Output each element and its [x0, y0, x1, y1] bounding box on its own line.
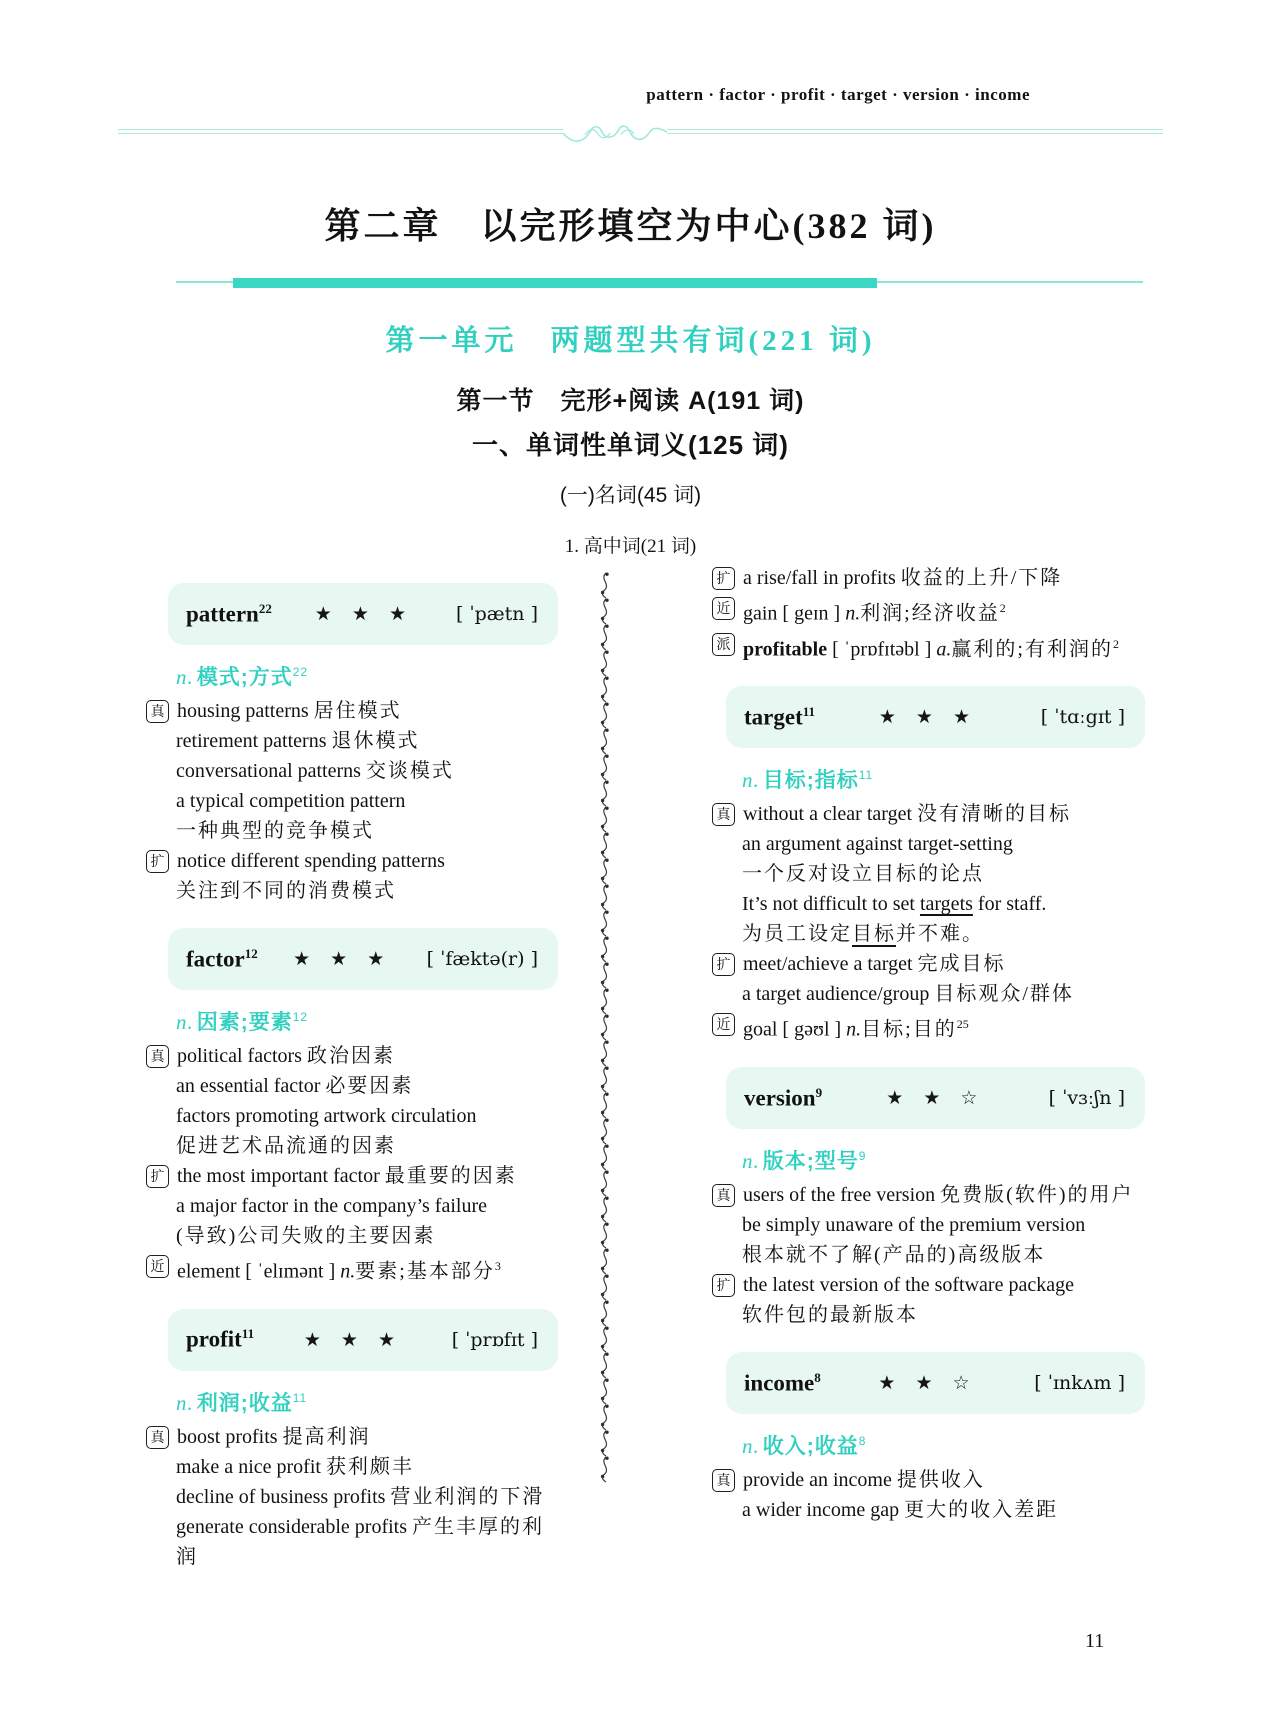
example-text	[743, 799, 1145, 829]
phonetic-transcription: [ ˈvɜːʃn ]	[1048, 1086, 1125, 1109]
chapter-title: 第二章 以完形填空为中心(382 词)	[324, 206, 937, 246]
example-line	[712, 799, 1145, 829]
frequency-stars: ★ ★ ☆	[878, 1371, 977, 1394]
text-segment: goal [ gəʊl ]	[743, 1018, 847, 1041]
example-line	[146, 1191, 560, 1221]
definition-superscript: 8	[858, 1433, 867, 1448]
word-card	[726, 1352, 1145, 1414]
example-text	[177, 1422, 560, 1452]
example-text	[743, 1270, 1145, 1300]
example-line	[146, 846, 560, 876]
definition-superscript: 9	[858, 1148, 867, 1163]
subsection-title: 一、单词性单词义(125 词)	[472, 430, 789, 460]
definition-text: 利润;收益	[196, 1391, 293, 1415]
text-segment: 2	[1112, 636, 1119, 651]
phonetic-transcription: [ ˈpætn ]	[455, 603, 538, 625]
example-text	[743, 593, 1145, 629]
example-text	[176, 1131, 560, 1161]
text-segment: a target audience/group	[742, 983, 935, 1006]
text-segment: 提供收入	[896, 1468, 985, 1491]
text-segment: a typical competition pattern	[176, 790, 406, 812]
section-title: 第一节 完形+阅读 A(191 词)	[456, 387, 805, 415]
definition-text: 因素;要素	[196, 1011, 293, 1034]
example-line	[712, 829, 1145, 859]
text-segment: decline of business profits	[176, 1485, 391, 1508]
phonetic-transcription: [ ˈɪnkʌm ]	[1034, 1371, 1125, 1394]
example-line	[712, 1009, 1145, 1045]
definition-superscript: 12	[292, 1010, 309, 1024]
tag-expand: 扩	[146, 1165, 169, 1188]
text-segment: 利润;经济收益	[860, 602, 1000, 625]
text-segment: retirement patterns	[176, 730, 332, 752]
example-text	[742, 859, 1145, 889]
part-of-speech: n.	[176, 1390, 194, 1415]
text-segment: 关注到不同的消费模式	[176, 880, 396, 902]
phonetic-transcription: [ ˈfæktə(r) ]	[426, 948, 538, 970]
tag-expand: 扩	[712, 567, 735, 590]
text-segment: 收益的上升/下降	[900, 567, 1063, 589]
example-line	[146, 1071, 560, 1101]
example-text	[743, 1009, 1145, 1045]
text-segment: 完成目标	[917, 953, 1006, 976]
example-line	[146, 1512, 560, 1572]
text-segment: [ ˈprɒfɪtəbl ]	[832, 638, 937, 661]
example-line	[146, 786, 560, 816]
example-line	[146, 1101, 560, 1131]
example-line	[146, 1452, 560, 1482]
text-segment: the latest version of the software package	[743, 1273, 1074, 1296]
text-segment: 居住模式	[313, 700, 402, 722]
tag-synonym: 近	[146, 1255, 169, 1278]
text-segment: a wider income gap	[742, 1498, 905, 1521]
tag-exam: 真	[712, 803, 735, 826]
text-segment: n.	[340, 1260, 356, 1283]
example-text	[176, 1071, 560, 1101]
word-card	[726, 686, 1145, 748]
word-frequency-superscript: 11	[241, 1326, 255, 1342]
text-segment: provide an income	[743, 1468, 897, 1491]
frequency-stars: ★ ★ ☆	[886, 1086, 985, 1109]
headword: version$^9$	[744, 1084, 823, 1111]
word-frequency-superscript: 11	[802, 703, 816, 719]
part-of-speech: n.	[742, 1148, 760, 1173]
text-segment: gain [ geɪn ]	[743, 602, 846, 625]
word-frequency-superscript: 9	[815, 1084, 823, 1100]
text-segment: 并不难。	[896, 923, 984, 946]
text-segment: make a nice profit	[176, 1455, 326, 1478]
text-segment: 目标观众/群体	[934, 983, 1074, 1006]
headword: factor$^{12}$	[186, 945, 258, 972]
word-card	[168, 583, 558, 645]
definition-line	[742, 1426, 1145, 1462]
text-segment: (导致)公司失败的主要因素	[176, 1225, 436, 1247]
example-line	[146, 1422, 560, 1452]
example-text	[743, 629, 1145, 665]
text-segment: the most important factor	[177, 1165, 385, 1187]
example-text	[176, 876, 560, 906]
headword: target$^{11}$	[744, 703, 816, 730]
example-text	[742, 979, 1145, 1009]
example-line	[712, 563, 1145, 593]
text-segment: an argument against target-setting	[742, 833, 1013, 856]
example-text	[176, 756, 560, 786]
text-segment: n.	[845, 602, 861, 625]
chapter-underline-bar	[233, 278, 877, 288]
example-line	[146, 1161, 560, 1191]
example-line	[146, 756, 560, 786]
tag-derivative: 派	[712, 633, 735, 656]
example-line	[712, 1300, 1145, 1330]
text-segment: housing patterns	[177, 700, 314, 722]
part-of-speech: n.	[742, 768, 760, 793]
text-segment: 获利颇丰	[325, 1455, 414, 1478]
frequency-stars: ★ ★ ★	[293, 948, 392, 970]
definition-text: 目标;指标	[762, 769, 859, 793]
text-segment: 为员工设定	[742, 923, 852, 946]
example-line	[712, 1180, 1145, 1210]
text-segment: 根本就不了解(产品的)高级版本	[742, 1243, 1046, 1266]
text-segment: political factors	[177, 1045, 307, 1067]
frequency-stars: ★ ★ ★	[314, 603, 413, 625]
example-line	[712, 979, 1145, 1009]
headword: income$^8$	[744, 1369, 821, 1396]
word-frequency-superscript: 12	[244, 945, 258, 961]
tag-exam: 真	[712, 1184, 735, 1207]
example-text	[176, 1452, 560, 1482]
example-text	[176, 816, 560, 846]
tag-synonym: 近	[712, 1013, 735, 1036]
text-segment: 一种典型的竞争模式	[176, 820, 374, 842]
running-header: pattern · factor · profit · target · version · income	[646, 85, 1030, 104]
example-text	[177, 1161, 560, 1191]
subgroup-title: 1. 高中词(21 词)	[564, 536, 697, 557]
text-segment: 退休模式	[331, 730, 420, 752]
text-segment: boost profits	[177, 1425, 283, 1448]
example-line	[146, 1251, 560, 1287]
definition-superscript: 11	[858, 768, 874, 783]
word-card	[168, 928, 558, 990]
text-segment: It’s not difficult to set	[742, 893, 920, 916]
text-segment: 营业利润的下滑	[390, 1485, 545, 1508]
example-line	[712, 949, 1145, 979]
example-line	[712, 859, 1145, 889]
phonetic-transcription: [ ˈtɑːgɪt ]	[1040, 706, 1125, 729]
tag-expand: 扩	[712, 953, 735, 976]
example-line	[146, 696, 560, 726]
column-divider-squiggle	[597, 572, 613, 1488]
tag-exam: 真	[146, 1045, 169, 1068]
example-line	[146, 1482, 560, 1512]
text-segment: 产生丰厚的利润	[176, 1515, 545, 1568]
tag-expand: 扩	[712, 1274, 735, 1297]
text-segment: 25	[956, 1017, 969, 1032]
example-text	[742, 889, 1145, 919]
word-card	[168, 1309, 558, 1371]
example-line	[712, 1465, 1145, 1495]
right-column	[712, 563, 1145, 1525]
text-segment: an essential factor	[176, 1075, 326, 1097]
text-segment: 3	[494, 1259, 501, 1273]
text-segment: a major factor in the company’s failure	[176, 1195, 487, 1217]
example-text	[176, 786, 560, 816]
definition-text: 收入;收益	[762, 1434, 859, 1458]
text-segment: 更大的收入差距	[904, 1498, 1059, 1521]
text-segment: 2	[999, 601, 1006, 615]
example-text	[743, 1465, 1145, 1495]
definition-text: 版本;型号	[762, 1149, 859, 1173]
part-of-speech: n.	[742, 1433, 760, 1458]
part-of-speech: n.	[176, 665, 194, 689]
tag-exam: 真	[712, 1469, 735, 1492]
text-segment: element [ ˈelɪmənt ]	[177, 1260, 341, 1283]
text-segment: 促进艺术品流通的因素	[176, 1135, 396, 1157]
example-text	[742, 829, 1145, 859]
text-segment: conversational patterns	[176, 760, 366, 782]
text-segment: 政治因素	[306, 1045, 395, 1067]
text-segment: 提高利润	[282, 1425, 371, 1448]
definition-text: 模式;方式	[196, 666, 293, 689]
example-line	[712, 889, 1145, 919]
text-segment: 目标;目的	[861, 1018, 957, 1041]
example-text	[742, 1240, 1145, 1270]
example-text	[177, 1251, 560, 1287]
left-column	[146, 565, 560, 1572]
text-segment: 一个反对设立目标的论点	[742, 863, 984, 886]
example-text	[176, 726, 560, 756]
text-segment: meet/achieve a target	[743, 953, 918, 976]
example-line	[146, 816, 560, 846]
text-segment: be simply unaware of the premium version	[742, 1213, 1086, 1236]
example-line	[712, 1240, 1145, 1270]
tag-exam: 真	[146, 1426, 169, 1449]
example-line	[712, 1270, 1145, 1300]
example-text	[177, 696, 560, 726]
text-segment: factors promoting artwork circulation	[176, 1105, 477, 1127]
text-segment: 软件包的最新版本	[742, 1303, 918, 1326]
text-segment: notice different spending patterns	[177, 850, 445, 872]
example-text	[176, 1191, 560, 1221]
example-line	[712, 593, 1145, 629]
text-segment: 要素;基本部分	[355, 1260, 495, 1283]
tag-expand: 扩	[146, 850, 169, 873]
text-segment: targets	[919, 893, 973, 916]
example-line	[712, 919, 1145, 949]
headword: profit$^{11}$	[186, 1326, 255, 1352]
text-segment: 必要因素	[325, 1075, 414, 1097]
header-knot-ornament	[563, 119, 667, 145]
example-line	[146, 1041, 560, 1071]
tag-synonym: 近	[712, 597, 735, 620]
definition-line	[742, 760, 1145, 796]
example-text	[176, 1512, 560, 1572]
tag-exam: 真	[146, 700, 169, 723]
text-segment: generate considerable profits	[176, 1515, 413, 1538]
frequency-stars: ★ ★ ★	[878, 706, 978, 729]
example-line	[146, 1131, 560, 1161]
group-title: (一)名词(45 词)	[559, 484, 702, 507]
example-text	[176, 1101, 560, 1131]
definition-superscript: 22	[292, 665, 309, 679]
unit-title: 第一单元 两题型共有词(221 词)	[385, 325, 876, 357]
example-line	[146, 876, 560, 906]
example-text	[743, 563, 1145, 593]
example-line	[712, 629, 1145, 665]
text-segment: users of the free version	[743, 1183, 941, 1206]
text-segment: a rise/fall in profits	[743, 567, 901, 589]
text-segment: 交谈模式	[365, 760, 454, 782]
text-segment: 没有清晰的目标	[917, 803, 1072, 826]
part-of-speech: n.	[176, 1010, 194, 1034]
example-line	[712, 1495, 1145, 1525]
text-segment: a.	[936, 638, 952, 661]
frequency-stars: ★ ★ ★	[303, 1328, 402, 1351]
text-segment: 免费版(软件)的用户	[940, 1183, 1134, 1206]
example-text	[742, 1210, 1145, 1240]
text-segment: 赢利的;有利润的	[951, 638, 1113, 661]
example-line	[712, 1210, 1145, 1240]
word-frequency-superscript: 22	[258, 600, 272, 616]
example-text	[742, 919, 1145, 949]
example-text	[743, 949, 1145, 979]
definition-line	[176, 1383, 560, 1419]
phonetic-transcription: [ ˈprɒfɪt ]	[451, 1328, 538, 1351]
example-text	[177, 846, 560, 876]
text-segment: n.	[846, 1018, 862, 1041]
example-text	[176, 1221, 560, 1251]
example-text	[743, 1180, 1145, 1210]
example-text	[177, 1041, 560, 1071]
word-frequency-superscript: 8	[814, 1369, 821, 1385]
example-line	[146, 1221, 560, 1251]
text-segment: profitable	[743, 638, 833, 661]
page-number: 11	[1085, 1630, 1105, 1652]
example-text	[742, 1300, 1145, 1330]
definition-line	[176, 657, 560, 693]
text-segment: for staff.	[972, 893, 1047, 916]
text-segment: without a clear target	[743, 803, 918, 826]
text-segment: 目标	[852, 923, 896, 946]
definition-line	[742, 1141, 1145, 1177]
headword: pattern$^{22}$	[186, 600, 272, 627]
example-line	[146, 726, 560, 756]
word-card	[726, 1067, 1145, 1129]
definition-superscript: 11	[292, 1390, 308, 1405]
example-text	[176, 1482, 560, 1512]
definition-line	[176, 1002, 560, 1038]
example-text	[742, 1495, 1145, 1525]
text-segment: 最重要的因素	[384, 1165, 517, 1187]
